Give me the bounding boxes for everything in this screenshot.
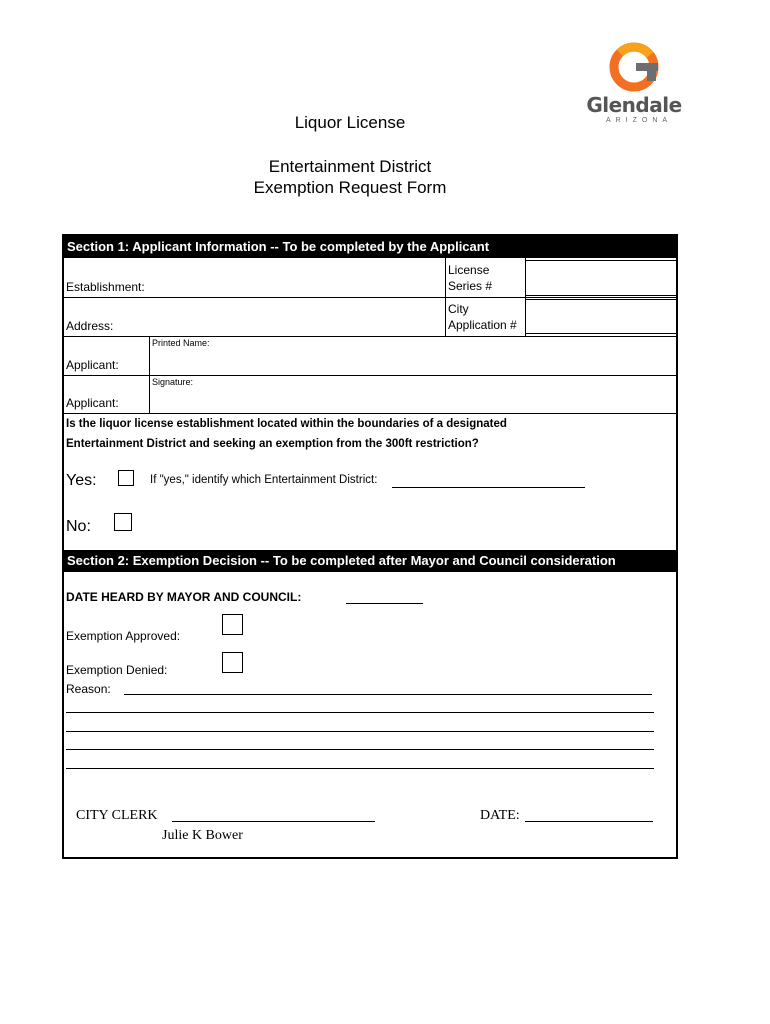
establishment-field[interactable] <box>154 260 442 296</box>
applicant-signature-label: Applicant: <box>66 396 119 410</box>
reason-line-1[interactable] <box>124 694 652 695</box>
reason-line-2[interactable] <box>66 712 654 713</box>
date-field[interactable] <box>525 821 653 822</box>
yes-label: Yes: <box>66 472 97 489</box>
license-series-field[interactable] <box>527 261 674 295</box>
logo-wordmark: Glendale <box>586 93 682 117</box>
question-line-2: Entertainment District and seeking an exemption from the 300ft restriction? <box>66 438 479 450</box>
license-series-label-1: License <box>448 263 490 277</box>
yes-checkbox[interactable] <box>118 470 134 486</box>
exemption-approved-checkbox[interactable] <box>222 614 243 635</box>
exemption-form <box>62 234 678 859</box>
clerk-name: Julie K Bower <box>162 828 243 843</box>
title-line-2: Entertainment District <box>268 157 432 176</box>
printed-name-label: Printed Name: <box>152 338 210 348</box>
section-2-header: Section 2: Exemption Decision -- To be completed after Mayor and Council consideration <box>64 550 676 572</box>
date-label: DATE: <box>480 808 520 823</box>
address-label: Address: <box>66 319 114 333</box>
city-application-field[interactable] <box>527 300 674 333</box>
address-field[interactable] <box>154 299 442 335</box>
signature-label: Signature: <box>152 377 194 387</box>
glendale-g-icon <box>584 40 684 95</box>
signature-field[interactable] <box>152 387 674 412</box>
date-heard-label: DATE HEARD BY MAYOR AND COUNCIL: <box>66 590 302 604</box>
question-line-1: Is the liquor license establishment located within the boundaries of a designated <box>66 418 507 430</box>
section-1-header: Section 1: Applicant Information -- To be completed by the Applicant <box>64 236 676 258</box>
city-clerk-signature-field[interactable] <box>172 821 375 822</box>
no-checkbox[interactable] <box>114 513 132 531</box>
reason-line-5[interactable] <box>66 768 654 769</box>
printed-name-field[interactable] <box>152 348 674 374</box>
exemption-denied-label: Exemption Denied: <box>66 663 168 677</box>
date-heard-field[interactable] <box>346 603 423 604</box>
no-label: No: <box>66 518 91 535</box>
exemption-approved-label: Exemption Approved: <box>66 629 181 643</box>
yes-instruction: If "yes," identify which Entertainment District: <box>150 474 378 486</box>
logo-subtitle: ARIZONA <box>605 117 673 124</box>
reason-label: Reason: <box>66 682 111 696</box>
applicant-printed-label: Applicant: <box>66 358 119 372</box>
title-line-1: Liquor License <box>294 113 406 132</box>
title-line-3: Exemption Request Form <box>253 178 447 197</box>
entertainment-district-field[interactable] <box>392 487 585 488</box>
exemption-denied-checkbox[interactable] <box>222 652 243 673</box>
reason-line-3[interactable] <box>66 731 654 732</box>
reason-line-4[interactable] <box>66 749 654 750</box>
city-clerk-label: CITY CLERK <box>76 808 158 823</box>
city-application-label-1: City <box>448 302 469 316</box>
license-series-label-2: Series # <box>448 279 493 293</box>
establishment-label: Establishment: <box>66 280 145 294</box>
city-application-label-2: Application # <box>448 318 517 332</box>
